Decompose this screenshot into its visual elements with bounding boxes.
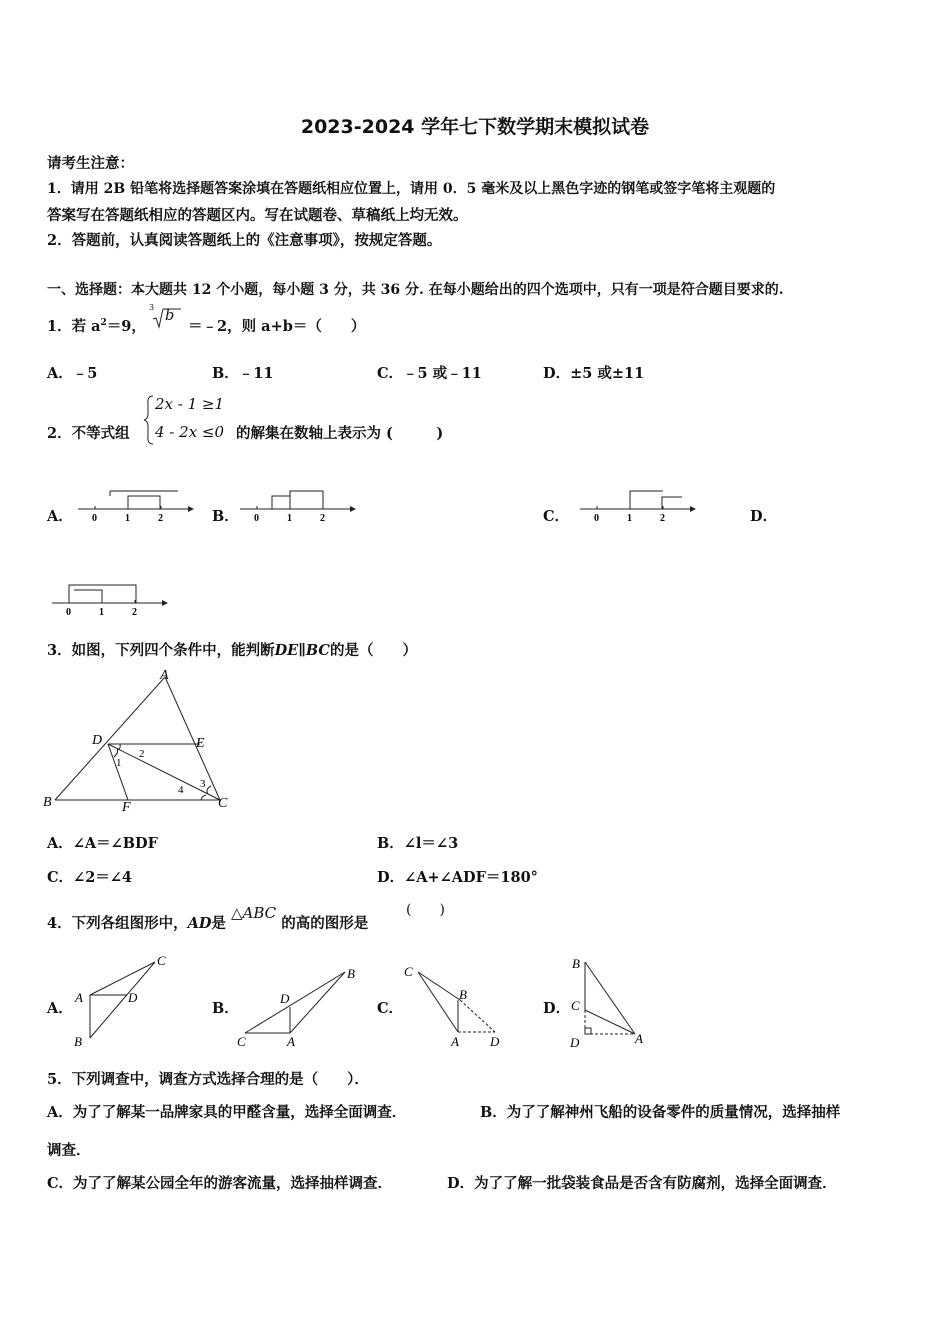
number-line-b xyxy=(240,484,360,526)
notice-line-2: 2．答题前，认真阅读答题纸上的《注意事项》，按规定答题。 xyxy=(47,232,442,249)
vertex-label: B xyxy=(74,1034,82,1049)
q4-answer-paren: ( ) xyxy=(406,902,445,918)
q1-prefix: 1．若 a xyxy=(47,318,101,335)
q2-prefix: 2．不等式组 xyxy=(47,425,130,442)
q4-option-b[interactable]: B． xyxy=(212,1000,239,1017)
q3-de-bc: DE∥BC xyxy=(274,642,330,659)
q1-option-a[interactable]: A．﹣5 xyxy=(47,365,98,382)
tick-label: 1 xyxy=(627,513,632,524)
section-heading: 一、选择题：本大题共 12 个小题，每小题 3 分，共 36 分. 在每小题给出的四个选项中，只有一项是符合题目要求的. xyxy=(47,282,784,298)
number-line-d xyxy=(52,578,172,620)
vertex-label: C xyxy=(157,953,166,968)
q5-option-b-cont[interactable]: 调查． xyxy=(47,1142,91,1159)
q2-option-c[interactable]: C． xyxy=(543,508,570,525)
q1-root-index: 3 xyxy=(148,303,155,312)
tick-label: 0 xyxy=(594,513,599,524)
vertex-label: B xyxy=(572,956,580,971)
tick-label: 2 xyxy=(158,513,163,524)
q4-figure-a xyxy=(70,950,180,1050)
q4-stem xyxy=(47,904,369,933)
q4-ad: AD xyxy=(187,915,212,932)
vertex-label: D xyxy=(280,991,290,1006)
number-line-a xyxy=(78,484,198,526)
q3-option-c[interactable]: C．∠2＝∠4 xyxy=(47,869,133,886)
q1-option-b[interactable]: B．﹣11 xyxy=(212,365,274,382)
q2-option-d[interactable]: D． xyxy=(750,508,778,525)
q4-prefix: 4．下列各组图形中， xyxy=(47,915,188,932)
q1-stem xyxy=(47,303,366,336)
q2-suffix: 的解集在数轴上表示为 ( ) xyxy=(236,425,444,442)
q5-option-a[interactable]: A．为了了解某一品牌家具的甲醛含量，选择全面调查． xyxy=(47,1104,407,1121)
vertex-label: A xyxy=(287,1034,295,1049)
vertex-label: B xyxy=(347,966,355,981)
tick-label: 1 xyxy=(125,513,130,524)
tick-label: 1 xyxy=(287,513,292,524)
vertex-label: A xyxy=(75,990,83,1005)
q4-option-d[interactable]: D． xyxy=(543,1000,571,1017)
q1-mid: ＝9， xyxy=(106,318,146,335)
number-line-c xyxy=(580,484,700,526)
q1-exponent: 2 xyxy=(100,318,107,329)
tick-label: 0 xyxy=(254,513,259,524)
tick-label: 0 xyxy=(66,607,71,618)
q4-figure-b xyxy=(235,960,365,1050)
q3-option-b[interactable]: B．∠l＝∠3 xyxy=(377,835,459,852)
notice-line-1: 1．请用 2B 铅笔将选择题答案涂填在答题纸相应位置上，请用 0．5 毫米及以上黑色字迹的钢笔或签字笔将主观题的 xyxy=(47,181,776,197)
q3-option-a[interactable]: A．∠A＝∠BDF xyxy=(47,835,158,852)
vertex-label: C xyxy=(237,1034,246,1049)
vertex-label: F xyxy=(122,800,131,815)
q4-figure-c xyxy=(400,960,515,1052)
vertex-label: B xyxy=(459,987,467,1002)
q1-cube-root xyxy=(148,303,183,335)
notice-heading: 请考生注意： xyxy=(47,155,134,172)
q4-figure-d xyxy=(565,950,665,1050)
brace-icon xyxy=(143,394,155,446)
vertex-label: D xyxy=(490,1034,500,1049)
q2-inequality-1: 2x - 1 ≥1 xyxy=(155,395,225,413)
q3-prefix: 3．如图，下列四个条件中，能判断 xyxy=(47,642,275,659)
vertex-label: C xyxy=(218,796,228,811)
vertex-label: B xyxy=(43,795,52,810)
vertex-label: D xyxy=(128,990,138,1005)
vertex-label: C xyxy=(404,964,413,979)
q1-option-c[interactable]: C．﹣5 或﹣11 xyxy=(377,365,482,382)
q5-option-d[interactable]: D．为了了解一批袋装食品是否含有防腐剂，选择全面调查． xyxy=(447,1175,837,1192)
q2-option-b[interactable]: B． xyxy=(212,508,239,525)
tick-label: 2 xyxy=(132,607,137,618)
q5-option-c[interactable]: C．为了了解某公园全年的游客流量，选择抽样调查． xyxy=(47,1175,393,1192)
angle-label: 3 xyxy=(200,778,206,790)
vertex-label: A xyxy=(451,1034,459,1049)
q4-suffix: 的高的图形是 xyxy=(281,915,369,932)
q3-stem xyxy=(47,639,417,660)
q3-suffix: 的是（ ） xyxy=(329,642,417,659)
page-title: 2023-2024 学年七下数学期末模拟试卷 xyxy=(300,116,650,138)
q3-triangle-figure xyxy=(40,665,240,815)
vertex-label: A xyxy=(635,1031,643,1046)
q5-option-b[interactable]: B．为了了解神州飞船的设备零件的质量情况，选择抽样 xyxy=(480,1104,841,1121)
q1-option-d[interactable]: D．±5 或±11 xyxy=(543,365,645,382)
vertex-label: E xyxy=(196,736,205,751)
q1-suffix: ＝﹣2，则 a+b＝（ ） xyxy=(188,318,366,335)
notice-line-1b: 答案写在答题纸相应的答题区内。写在试题卷、草稿纸上均无效。 xyxy=(47,207,468,224)
q3-option-d[interactable]: D．∠A+∠ADF＝180° xyxy=(377,869,538,886)
q4-option-c[interactable]: C． xyxy=(377,1000,404,1017)
tick-label: 2 xyxy=(660,513,665,524)
angle-label: 1 xyxy=(116,757,122,769)
tick-label: 0 xyxy=(92,513,97,524)
tick-label: 1 xyxy=(99,607,104,618)
q1-radicand: b xyxy=(164,308,175,324)
q2-option-a[interactable]: A． xyxy=(47,508,73,525)
vertex-label: C xyxy=(571,998,580,1013)
vertex-label: D xyxy=(570,1035,580,1050)
q4-option-a[interactable]: A． xyxy=(47,1000,73,1017)
q5-stem: 5．下列调查中，调查方式选择合理的是（ ）． xyxy=(47,1071,369,1088)
q4-triangle: △ABC xyxy=(230,904,277,922)
angle-label: 2 xyxy=(139,748,145,760)
q2-inequality-2: 4 - 2x ≤0 xyxy=(155,423,225,441)
tick-label: 2 xyxy=(320,513,325,524)
q4-mid: 是 xyxy=(211,915,226,932)
vertex-label: D xyxy=(92,733,103,748)
angle-label: 4 xyxy=(178,784,184,796)
vertex-label: A xyxy=(160,668,169,683)
